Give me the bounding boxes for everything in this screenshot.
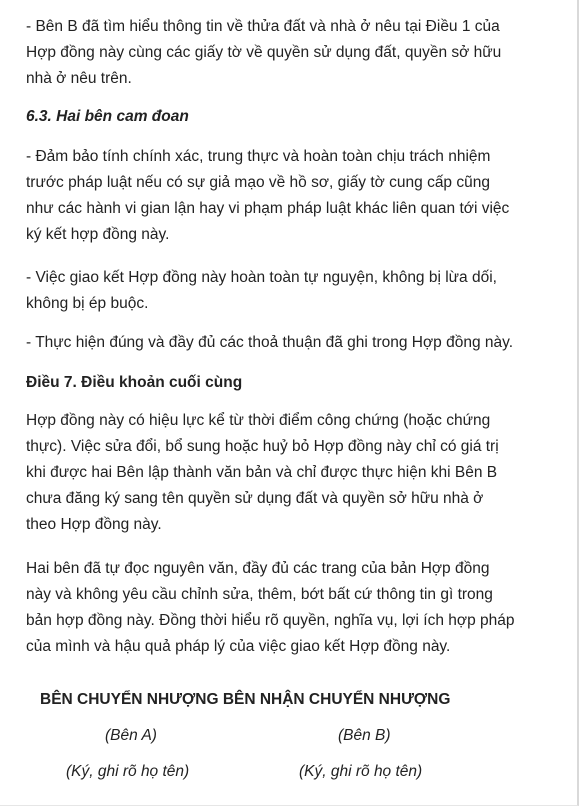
party-a-label: (Bên A) — [105, 727, 157, 744]
text-line: ký kết hợp đồng này. — [26, 226, 170, 243]
article-7-paragraph-2 — [26, 556, 566, 660]
intro-paragraph — [26, 14, 566, 92]
section-6-3-heading: 6.3. Hai bên cam đoan — [26, 108, 189, 125]
text-line: này và không yêu cầu chỉnh sửa, thêm, bớt bất cứ thông tin gì trong — [26, 586, 493, 603]
text-line: nhà ở nêu trên. — [26, 70, 132, 87]
article-7-heading: Điều 7. Điều khoản cuối cùng — [26, 374, 243, 391]
section-6-3-paragraph-3 — [26, 330, 566, 356]
text-line: trước pháp luật nếu có sự giả mạo về hồ sơ, giấy tờ cung cấp cũng — [26, 174, 490, 191]
text-line: Hợp đồng này cùng các giấy tờ về quyền sử dụng đất, quyền sở hữu — [26, 44, 502, 61]
party-b-label: (Bên B) — [338, 727, 391, 744]
signature-header: BÊN CHUYỂN NHƯỢNG BÊN NHẬN CHUYỂN NHƯỢNG — [40, 691, 451, 708]
text-line: thực). Việc sửa đổi, bổ sung hoặc huỷ bỏ Hợp đồng này chỉ có giá trị — [26, 438, 499, 455]
text-line: khi được hai Bên lập thành văn bản và chỉ được thực hiện khi Bên B — [26, 464, 498, 481]
text-line: của mình và hậu quả pháp lý của việc giao kết Hợp đồng này. — [26, 638, 451, 655]
text-line: theo Hợp đồng này. — [26, 516, 162, 533]
text-line: - Việc giao kết Hợp đồng này hoàn toàn tự nguyện, không bị lừa dối, — [26, 269, 497, 286]
text-line: chưa đăng ký sang tên quyền sử dụng đất và quyền sở hữu nhà ở — [26, 490, 484, 507]
text-line: bản hợp đồng này. Đồng thời hiểu rõ quyền, nghĩa vụ, lợi ích hợp pháp — [26, 612, 515, 629]
text-line: - Đảm bảo tính chính xác, trung thực và hoàn toàn chịu trách nhiệm — [26, 148, 491, 165]
section-6-3-paragraph-1 — [26, 144, 566, 248]
article-7-paragraph-1 — [26, 408, 566, 538]
text-line: Hợp đồng này có hiệu lực kể từ thời điểm công chứng (hoặc chứng — [26, 412, 491, 429]
text-line: Hai bên đã tự đọc nguyên văn, đầy đủ các trang của bản Hợp đồng — [26, 560, 490, 577]
text-line: như các hành vi gian lận hay vi phạm pháp luật khác liên quan tới việc — [26, 200, 510, 217]
text-line: không bị ép buộc. — [26, 295, 149, 312]
text-line: - Thực hiện đúng và đầy đủ các thoả thuận đã ghi trong Hợp đồng này. — [26, 334, 514, 351]
text-line: - Bên B đã tìm hiểu thông tin về thửa đất và nhà ở nêu tại Điều 1 của — [26, 18, 500, 35]
party-b-sign-note: (Ký, ghi rõ họ tên) — [299, 763, 423, 780]
party-a-sign-note: (Ký, ghi rõ họ tên) — [66, 763, 190, 780]
section-6-3-paragraph-2 — [26, 265, 566, 317]
